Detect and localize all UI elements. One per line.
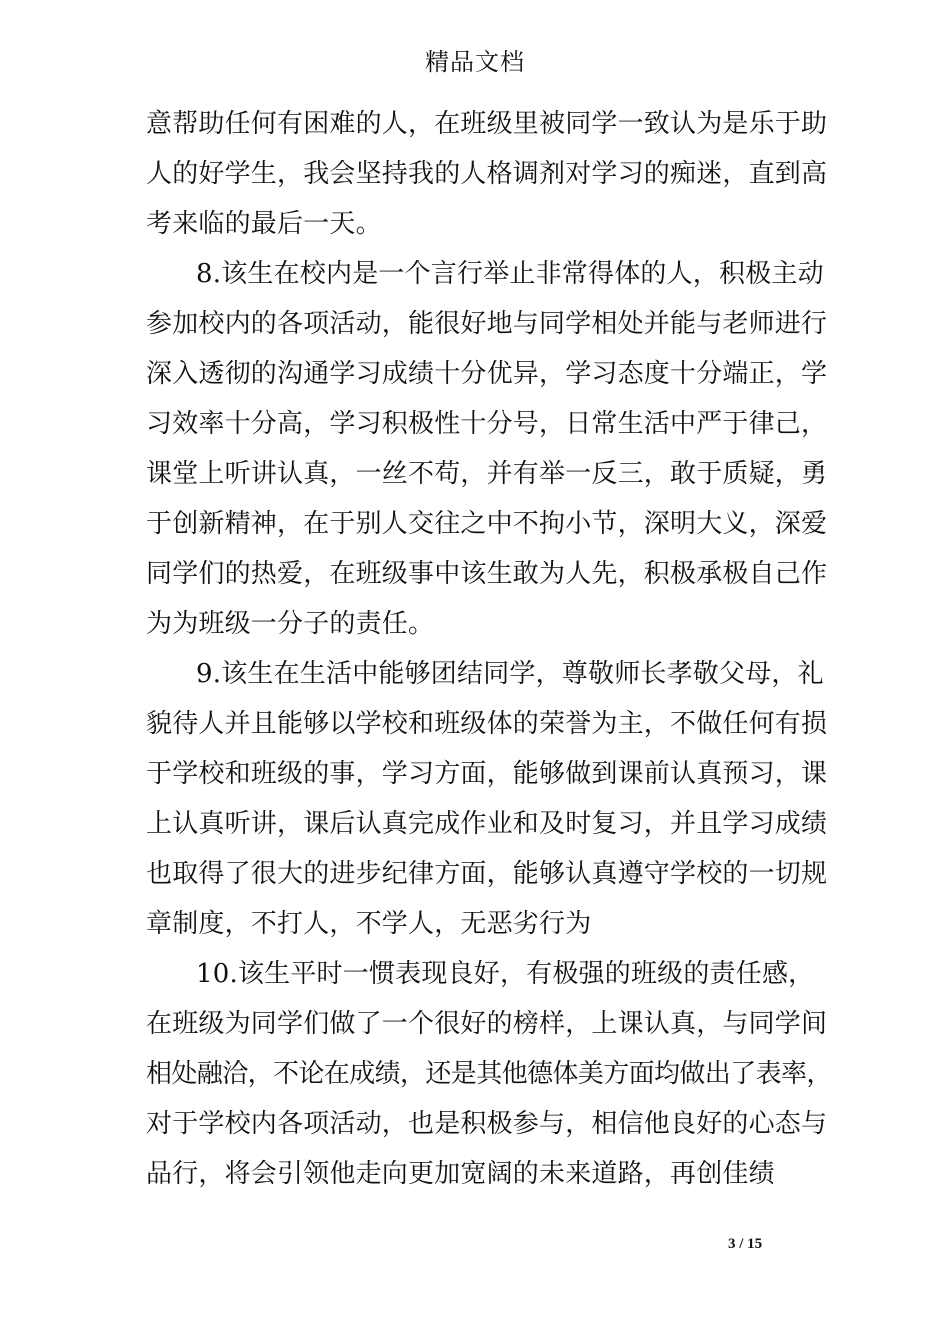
text-line: 为为班级一分子的责任。 <box>146 609 435 639</box>
text-line: 上认真听讲，课后认真完成作业和及时复习，并且学习成绩 <box>146 809 828 839</box>
text-line: 课堂上听讲认真，一丝不苟，并有举一反三，敢于质疑，勇 <box>146 459 828 489</box>
text-line: 相处融洽，不论在成绩，还是其他德体美方面均做出了表率， <box>146 1059 832 1089</box>
page-header: 精品文档 <box>425 48 525 76</box>
text-line: 在班级为同学们做了一个很好的榜样，上课认真，与同学间 <box>146 1009 828 1039</box>
text-line: 品行，将会引领他走向更加宽阔的未来道路，再创佳绩 <box>146 1159 775 1189</box>
text-line: 于学校和班级的事，学习方面，能够做到课前认真预习，课 <box>146 759 828 789</box>
paragraph-start-9: 9.该生在生活中能够团结同学，尊敬师长孝敬父母，礼 <box>196 659 824 689</box>
text-line: 于创新精神，在于别人交往之中不拘小节，深明大义，深爱 <box>146 509 828 539</box>
paragraph-start-8: 8.该生在校内是一个言行举止非常得体的人，积极主动 <box>196 259 824 289</box>
page-number: 3 / 15 <box>728 1236 763 1252</box>
text-line: 人的好学生，我会坚持我的人格调剂对学习的痴迷，直到高 <box>146 159 828 189</box>
text-line: 也取得了很大的进步纪律方面，能够认真遵守学校的一切规 <box>146 859 828 889</box>
text-line: 意帮助任何有困难的人，在班级里被同学一致认为是乐于助 <box>146 109 828 139</box>
paragraph-start-10: 10.该生平时一惯表现良好，有极强的班级的责任感， <box>196 959 815 989</box>
text-line: 对于学校内各项活动，也是积极参与，相信他良好的心态与 <box>146 1109 828 1139</box>
text-line: 考来临的最后一天。 <box>146 209 382 239</box>
text-line: 章制度，不打人，不学人，无恶劣行为 <box>146 909 592 939</box>
text-line: 习效率十分高，学习积极性十分号，日常生活中严于律己， <box>146 409 828 439</box>
text-line: 同学们的热爱，在班级事中该生敢为人先，积极承极自己作 <box>146 559 828 589</box>
text-line: 深入透彻的沟通学习成绩十分优异，学习态度十分端正，学 <box>146 359 828 389</box>
document-body <box>146 99 832 1199</box>
text-line: 貌待人并且能够以学校和班级体的荣誉为主，不做任何有损 <box>146 709 828 739</box>
text-line: 参加校内的各项活动，能很好地与同学相处并能与老师进行 <box>146 309 828 339</box>
